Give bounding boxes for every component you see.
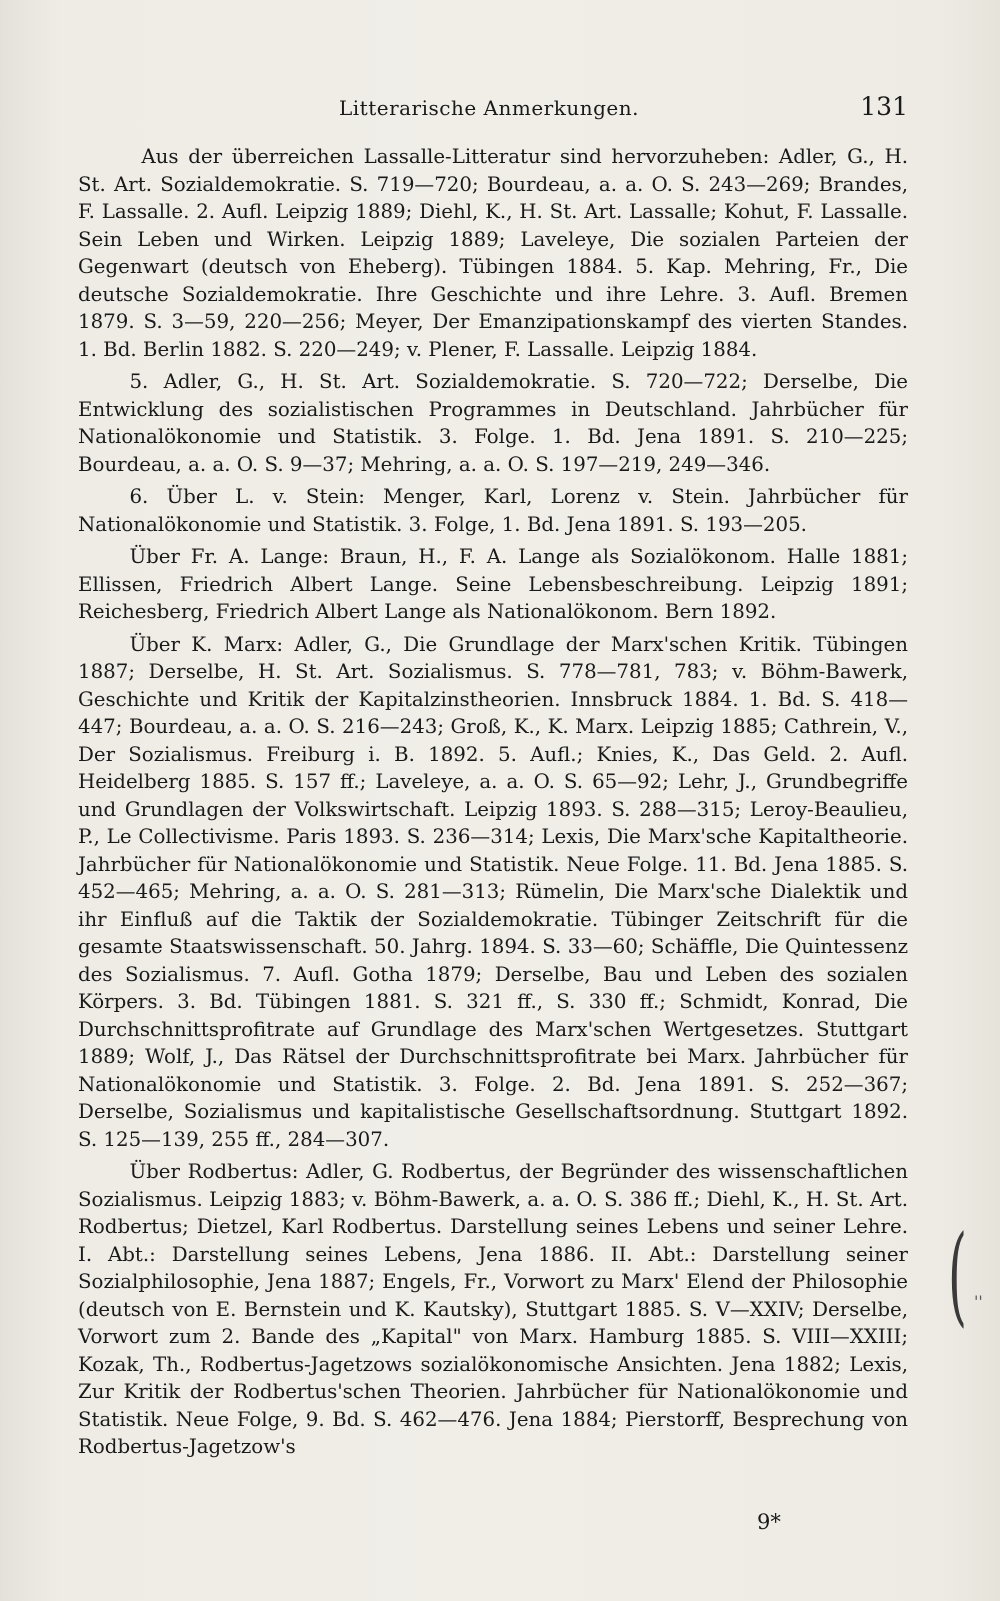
page-number: 131 xyxy=(860,92,908,121)
paragraph-rodbertus: Über Rodbertus: Adler, G. Rodbertus, der Begründer des wissenschaftlichen Sozialismus. Leipzig 1883; v. Böhm-Bawerk, a. a. O. S. 386 ff.; Diehl, K., H. St. Art. Rodbertus; Dietzel, Karl Rodbertus. Darstellung seines Lebens und seiner Lehre. I. Abt.: Darstellung seines Lebens, Jena 1886. II. Abt.: Darstellung seiner Sozialphilosophie, Jena 1887; Engels, Fr., Vorwort zu Marx' Elend der Philosophie (deutsch von E. Bernstein und K. Kautsky), Stuttgart 1885. S. V—XXIV; Derselbe, Vorwort zum 2. Bande des „Kapital" von Marx. Hamburg 1885. S. VIII—XXIII; Kozak, Th., Rodbertus-Jagetzows sozialökonomische Ansichten. Jena 1882; Lexis, Zur Kritik der Rodbertus'schen Theorien. Jahrbücher für Nationalökonomie und Statistik. Neue Folge, 9. Bd. S. 462—476. Jena 1884; Pierstorff, Besprechung von Rodbertus-Jagetzow's xyxy=(78,1160,908,1458)
signature-mark: 9* xyxy=(757,1510,781,1534)
paragraph-lassalle-literature: Aus der überreichen Lassalle-Litteratur sind hervorzuheben: Adler, G., H. St. Art. Sozialdemokratie. S. 719—720; Bourdeau, a. a. O. S. 243—269; Brandes, F. Lassalle. 2. Aufl. Leipzig 1889; Diehl, K., H. St. Art. Lassalle; Kohut, F. Lassalle. Sein Leben und Wirken. Leipzig 1889; Laveleye, Die sozialen Parteien der Gegenwart (deutsch von Eheberg). Tübingen 1884. 5. Kap. Mehring, Fr., Die deutsche Sozialdemokratie. Ihre Geschichte und ihre Lehre. 3. Aufl. Bremen 1879. S. 3—59, 220—256; Meyer, Der Emanzipationskampf des vierten Standes. 1. Bd. Berlin 1882. S. 220—249; v. Plener, F. Lassalle. Leipzig 1884. xyxy=(78,145,908,361)
paragraph-marx: Über K. Marx: Adler, G., Die Grundlage der Marx'schen Kritik. Tübingen 1887; Derselbe, H. St. Art. Sozialismus. S. 778—781, 783; v. Böhm-Bawerk, Geschichte und Kritik der Kapitalzinstheorien. Innsbruck 1884. 1. Bd. S. 418—447; Bourdeau, a. a. O. S. 216—243; Groß, K., K. Marx. Leipzig 1885; Cathrein, V., Der Sozialismus. Freiburg i. B. 1892. 5. Aufl.; Knies, K., Das Geld. 2. Aufl. Heidelberg 1885. S. 157 ff.; Laveleye, a. a. O. S. 65—92; Lehr, J., Grundbegriffe und Grundlagen der Volkswirtschaft. Leipzig 1893. S. 288—315; Leroy-Beaulieu, P., Le Collectivisme. Paris 1893. S. 236—314; Lexis, Die Marx'sche Kapitaltheorie. Jahrbücher für Nationalökonomie und Statistik. Neue Folge. 11. Bd. Jena 1885. S. 452—465; Mehring, a. a. O. S. 281—313; Rümelin, Die Marx'sche Dialektik und ihr Einfluß auf die Taktik der Sozialdemokratie. Tübinger Zeitschrift für die gesamte Staatswissenschaft. 50. Jahrg. 1894. S. 33—60; Schäffle, Die Quintessenz des Sozialismus. 7. Aufl. Gotha 1879; Derselbe, Bau und Leben des sozialen Körpers. 3. Bd. Tübingen 1881. S. 321 ff., S. 330 ff.; Schmidt, Konrad, Die Durchschnittsprofitrate auf Grundlage des Marx'schen Wertgesetzes. Stuttgart 1889; Wolf, J., Das Rätsel der Durchschnittsprofitrate bei Marx. Jahrbücher für Nationalökonomie und Statistik. 3. Folge. 2. Bd. Jena 1891. S. 252—367; Derselbe, Sozialismus und kapitalistische Gesellschaftsordnung. Stuttgart 1892. S. 125—139, 255 ff., 284—307. xyxy=(78,632,908,1151)
margin-bracket-mark: ( xyxy=(948,1213,967,1338)
margin-tick-mark: '' xyxy=(974,1292,983,1311)
paragraph-note-5: 5. Adler, G., H. St. Art. Sozialdemokratie. S. 720—722; Derselbe, Die Entwicklung des sozialistischen Programmes in Deutschland. Jahrbücher für Nationalökonomie und Statistik. 3. Folge. 1. Bd. Jena 1891. S. 210—225; Bourdeau, a. a. O. S. 9—37; Mehring, a. a. O. S. 197—219, 249—346. xyxy=(78,370,908,476)
paragraph-lange: Über Fr. A. Lange: Braun, H., F. A. Lange als Sozialökonom. Halle 1881; Ellissen, Friedrich Albert Lange. Seine Lebensbeschreibung. Leipzig 1891; Reichesberg, Friedrich Albert Lange als Nationalökonom. Bern 1892. xyxy=(78,545,908,623)
paragraph-note-6-stein: 6. Über L. v. Stein: Menger, Karl, Lorenz v. Stein. Jahrbücher für Nationalökonomie und Statistik. 3. Folge, 1. Bd. Jena 1891. S. 193—205. xyxy=(78,485,908,536)
page-header xyxy=(70,92,908,128)
notes-body xyxy=(78,143,908,1461)
running-head: Litterarische Anmerkungen. xyxy=(338,96,639,120)
